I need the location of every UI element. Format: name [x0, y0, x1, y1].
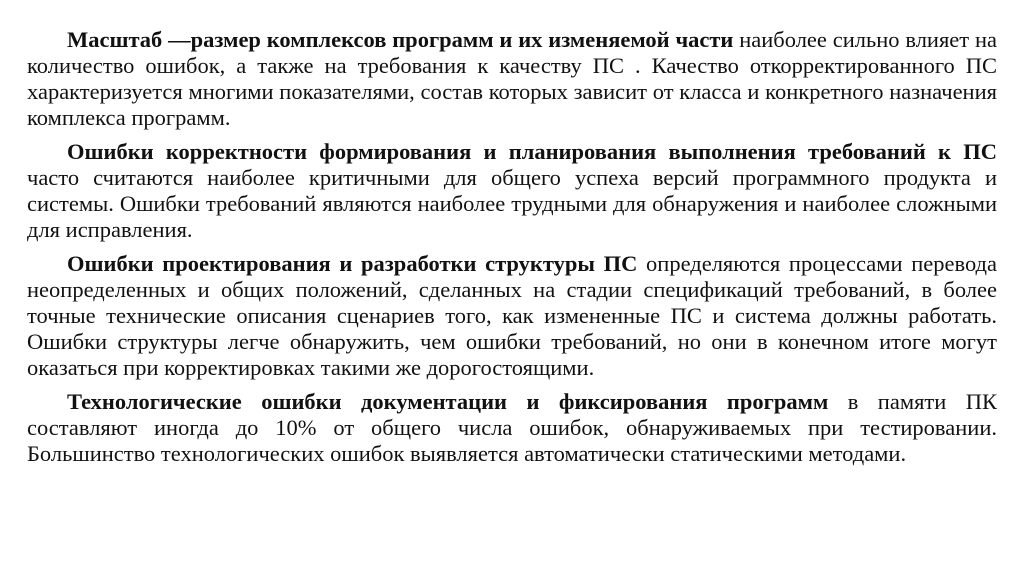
- paragraph-requirements-text: часто считаются наиболее критичными для общего успеха версий программного продукта и системы. Ошибки требований являются наиболее трудными для обнаружения и наиболее сложными для исправления.: [27, 165, 997, 242]
- paragraph-design-errors: [27, 251, 997, 381]
- paragraph-technological-heading: Технологические ошибки документации и фиксирования программ: [67, 389, 829, 414]
- paragraph-technological-text: в памяти ПК составляют иногда до 10% от общего числа ошибок, обнаруживаемых при тестировании. Большинство технологических ошибок выявляется автоматически статическими методами.: [27, 389, 997, 466]
- paragraph-design-text: определяются процессами перевода неопределенных и общих положений, сделанных на стадии спецификаций требований, в более точные технические описания сценариев того, как измененные ПС и система должны работать. Ошибки структуры легче обнаружить, чем ошибки требований, но они в конечном итоге могут оказаться при корректировках такими же дорогостоящими.: [27, 251, 997, 380]
- paragraph-technological-errors: [27, 389, 997, 467]
- paragraph-scale-heading: Масштаб —размер комплексов программ и их изменяемой части: [67, 27, 734, 52]
- paragraph-scale: [27, 27, 997, 131]
- paragraph-scale-text: наиболее сильно влияет на количество ошибок, а также на требования к качеству ПС . Качество откорректированного ПС характеризуется многими показателями, состав которых зависит от класса и конкретного назначения комплекса программ.: [27, 27, 997, 130]
- paragraph-requirements-heading: Ошибки корректности формирования и планирования выполнения требований к ПС: [67, 139, 997, 164]
- paragraph-requirements-errors: [27, 139, 997, 243]
- paragraph-design-heading: Ошибки проектирования и разработки структуры ПС: [67, 251, 638, 276]
